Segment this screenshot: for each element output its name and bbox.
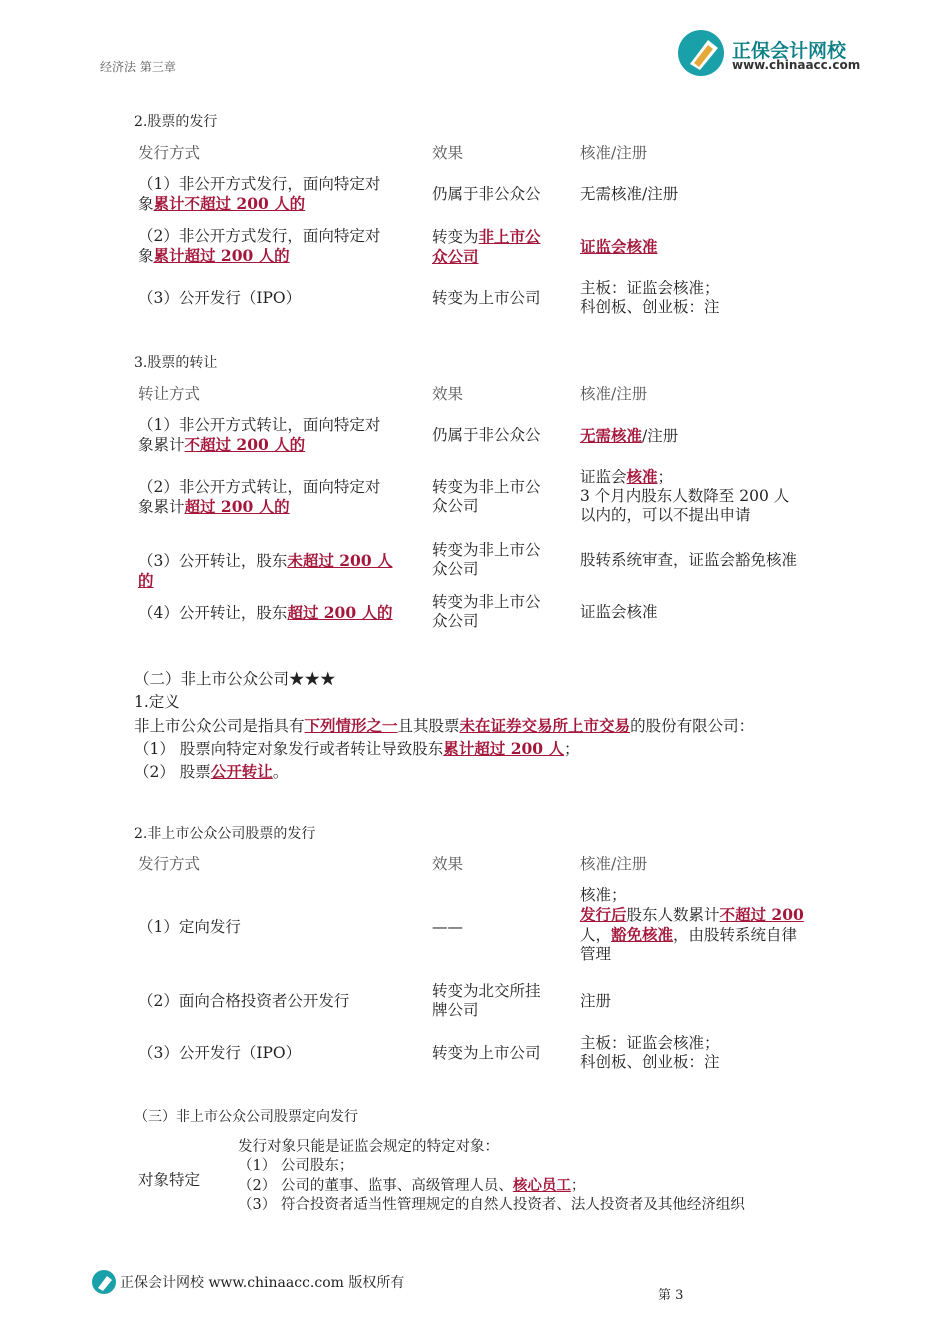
footer-text: 正保会计网校 www.chinaacc.com 版权所有 [120, 1275, 405, 1291]
sec4-row3-approval: 主板：证监会核准； 科创板、创业板：注 [580, 1034, 720, 1071]
sec2-row3-effect: 转变为非上市公 众公司 [432, 541, 541, 578]
header-left-text: 经济法 第三章 [100, 60, 176, 74]
sec2-row3-approval: 股转系统审查，证监会豁免核准 [580, 551, 798, 569]
pen-icon [678, 30, 728, 76]
sec2-row4-effect: 转变为非上市公 众公司 [432, 593, 541, 630]
sec2-row1-effect: 仍属于非公众公 [432, 426, 541, 444]
brand-logo [678, 30, 728, 76]
sec4-row1-approval: 核准； 发行后股东人数累计不超过 200 人，豁免核准，由股转系统自律 管理 [580, 886, 804, 963]
sec2-header-method: 转让方式 [138, 385, 201, 403]
sec1-header-approval: 核准/注册 [580, 144, 648, 162]
sec4-header-approval: 核准/注册 [580, 855, 648, 873]
sec1-row2-approval: 证监会核准 [580, 237, 658, 256]
sec4-row3-method: （3）公开发行（IPO） [138, 1044, 302, 1062]
sec1-row2-effect: 转变为非上市公 众公司 [432, 227, 541, 266]
sec1-row1-approval: 无需核准/注册 [580, 185, 679, 203]
brand-url[interactable]: www.chinaacc.com [732, 58, 861, 72]
footer-page-number: 第 3 [658, 1288, 684, 1303]
sec1-row1-effect: 仍属于非公众公 [432, 185, 541, 203]
sec4-header-effect: 效果 [432, 855, 464, 873]
sec4-row3-effect: 转变为上市公司 [432, 1044, 541, 1062]
footer-pen-icon [92, 1270, 116, 1294]
sec4-row2-method: （2）面向合格投资者公开发行 [138, 992, 350, 1010]
sec5-content: 发行对象只能是证监会规定的特定对象： （1） 公司股东； （2） 公司的董事、监事、高级管理人员、核心员工； （3） 符合投资者适当性管理规定的自然人投资者、法人投资者及其他经济组织 [238, 1139, 745, 1213]
sec2-row2-approval: 证监会核准； 3 个月内股东人数降至 200 人 以内的，可以不提出申请 [580, 467, 790, 524]
sec3-item1: （1） 股票向特定对象发行或者转让导致股东累计超过 200 人； [134, 739, 580, 758]
sec2-row3-method: （3）公开转让，股东未超过 200 人 的 [138, 551, 393, 590]
sec3-definition: 非上市公众公司是指具有下列情形之一且其股票未在证券交易所上市交易的股份有限公司： [134, 716, 755, 735]
sec2-row1-approval: 无需核准/注册 [580, 426, 679, 445]
sec5-label: 对象特定 [138, 1171, 201, 1189]
sec3-heading: （二）非上市公众公司★★★ [134, 670, 336, 688]
sec1-row3-approval: 主板：证监会核准； 科创板、创业板：注 [580, 279, 720, 316]
sec4-row1-method: （1）定向发行 [138, 918, 241, 936]
sec4-row1-effect: —— [432, 918, 463, 936]
sec1-row3-method: （3）公开发行（IPO） [138, 289, 302, 307]
footer-logo [92, 1270, 116, 1294]
sec1-row3-effect: 转变为上市公司 [432, 289, 541, 307]
sec1-row1-method: （1）非公开方式发行，面向特定对 象累计不超过 200 人的 [138, 175, 381, 213]
brand-name: 正保会计网校 [732, 40, 847, 62]
sec4-row2-effect: 转变为北交所挂 牌公司 [432, 982, 541, 1019]
sec2-title: 3.股票的转让 [134, 355, 218, 371]
sec1-row2-method: （2）非公开方式发行，面向特定对 象累计超过 200 人的 [138, 227, 381, 265]
sec1-title: 2.股票的发行 [134, 114, 218, 130]
sec2-row2-method: （2）非公开方式转让，面向特定对 象累计超过 200 人的 [138, 478, 381, 516]
sec2-row1-method: （1）非公开方式转让，面向特定对 象累计不超过 200 人的 [138, 416, 381, 454]
sec4-row2-approval: 注册 [580, 992, 612, 1010]
sec1-header-effect: 效果 [432, 144, 464, 162]
sec1-header-method: 发行方式 [138, 144, 201, 162]
sec5-title: （三）非上市公众公司股票定向发行 [134, 1109, 358, 1125]
sec3-item2: （2） 股票公开转让。 [134, 762, 289, 781]
sec2-row2-effect: 转变为非上市公 众公司 [432, 478, 541, 515]
sec2-header-effect: 效果 [432, 385, 464, 403]
sec4-title: 2.非上市公众公司股票的发行 [134, 826, 316, 842]
sec4-header-method: 发行方式 [138, 855, 201, 873]
sec3-def-title: 1.定义 [134, 693, 180, 711]
sec2-row4-approval: 证监会核准 [580, 603, 658, 621]
sec2-header-approval: 核准/注册 [580, 385, 648, 403]
sec2-row4-method: （4）公开转让，股东超过 200 人的 [138, 603, 393, 622]
